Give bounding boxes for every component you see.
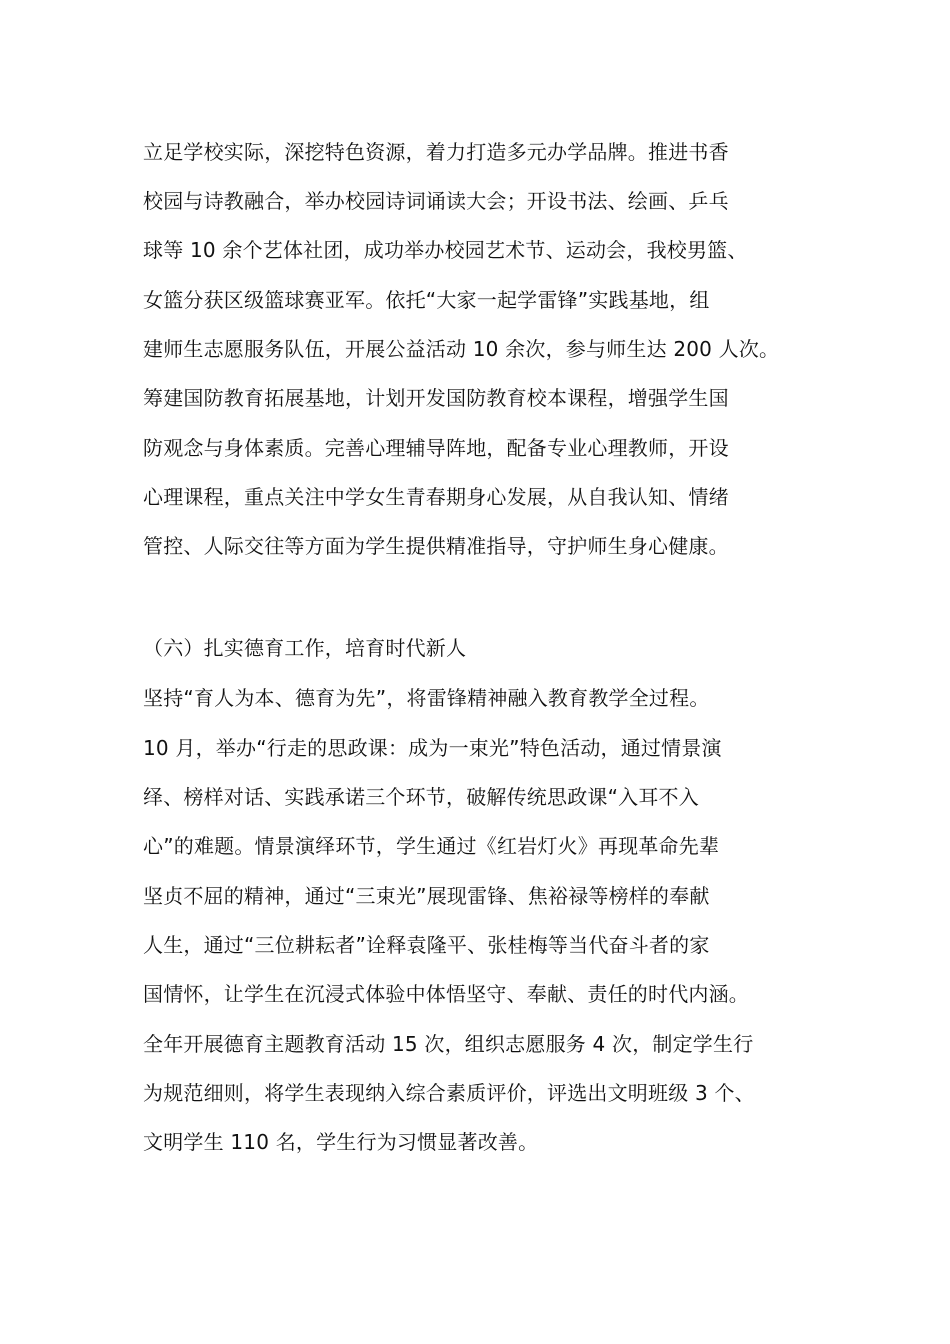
text-line: 文明学生 110 名，学生行为习惯显著改善。 xyxy=(143,1130,539,1154)
text-line: 坚持“育人为本、德育为先”，将雷锋精神融入教育教学全过程。 xyxy=(143,686,710,710)
section-heading: （六）扎实德育工作，培育时代新人 xyxy=(143,636,467,660)
text-line: 全年开展德育主题教育活动 15 次，组织志愿服务 4 次，制定学生行 xyxy=(143,1032,754,1056)
text-line: 建师生志愿服务队伍，开展公益活动 10 余次，参与师生达 200 人次。 xyxy=(143,337,780,361)
text-line: 10 月，举办“行走的思政课：成为一束光”特色活动，通过情景演 xyxy=(143,736,722,760)
text-line: 人生，通过“三位耕耘者”诠释袁隆平、张桂梅等当代奋斗者的家 xyxy=(143,933,710,957)
text-line: 球等 10 余个艺体社团，成功举办校园艺术节、运动会，我校男篮、 xyxy=(143,238,748,262)
text-line: 校园与诗教融合，举办校园诗词诵读大会；开设书法、绘画、乒乓 xyxy=(143,189,729,213)
text-line: 女篮分获区级篮球赛亚军。依托“大家一起学雷锋”实践基地，组 xyxy=(143,288,710,312)
text-line: 绎、榜样对话、实践承诺三个环节，破解传统思政课“入耳不入 xyxy=(143,785,699,809)
text-line: 防观念与身体素质。完善心理辅导阵地，配备专业心理教师，开设 xyxy=(143,436,729,460)
text-line: 管控、人际交往等方面为学生提供精准指导，守护师生身心健康。 xyxy=(143,534,729,558)
text-line: 国情怀，让学生在沉浸式体验中体悟坚守、奉献、责任的时代内涵。 xyxy=(143,982,749,1006)
text-line: 立足学校实际，深挖特色资源，着力打造多元办学品牌。推进书香 xyxy=(143,140,729,164)
text-line: 心”的难题。情景演绎环节，学生通过《红岩灯火》再现革命先辈 xyxy=(143,834,720,858)
text-line: 坚贞不屈的精神，通过“三束光”展现雷锋、焦裕禄等榜样的奉献 xyxy=(143,884,710,908)
text-line: 心理课程，重点关注中学女生青春期身心发展，从自我认知、情绪 xyxy=(143,485,729,509)
text-line: 为规范细则，将学生表现纳入综合素质评价，评选出文明班级 3 个、 xyxy=(143,1081,755,1105)
text-line: 筹建国防教育拓展基地，计划开发国防教育校本课程，增强学生国 xyxy=(143,386,729,410)
